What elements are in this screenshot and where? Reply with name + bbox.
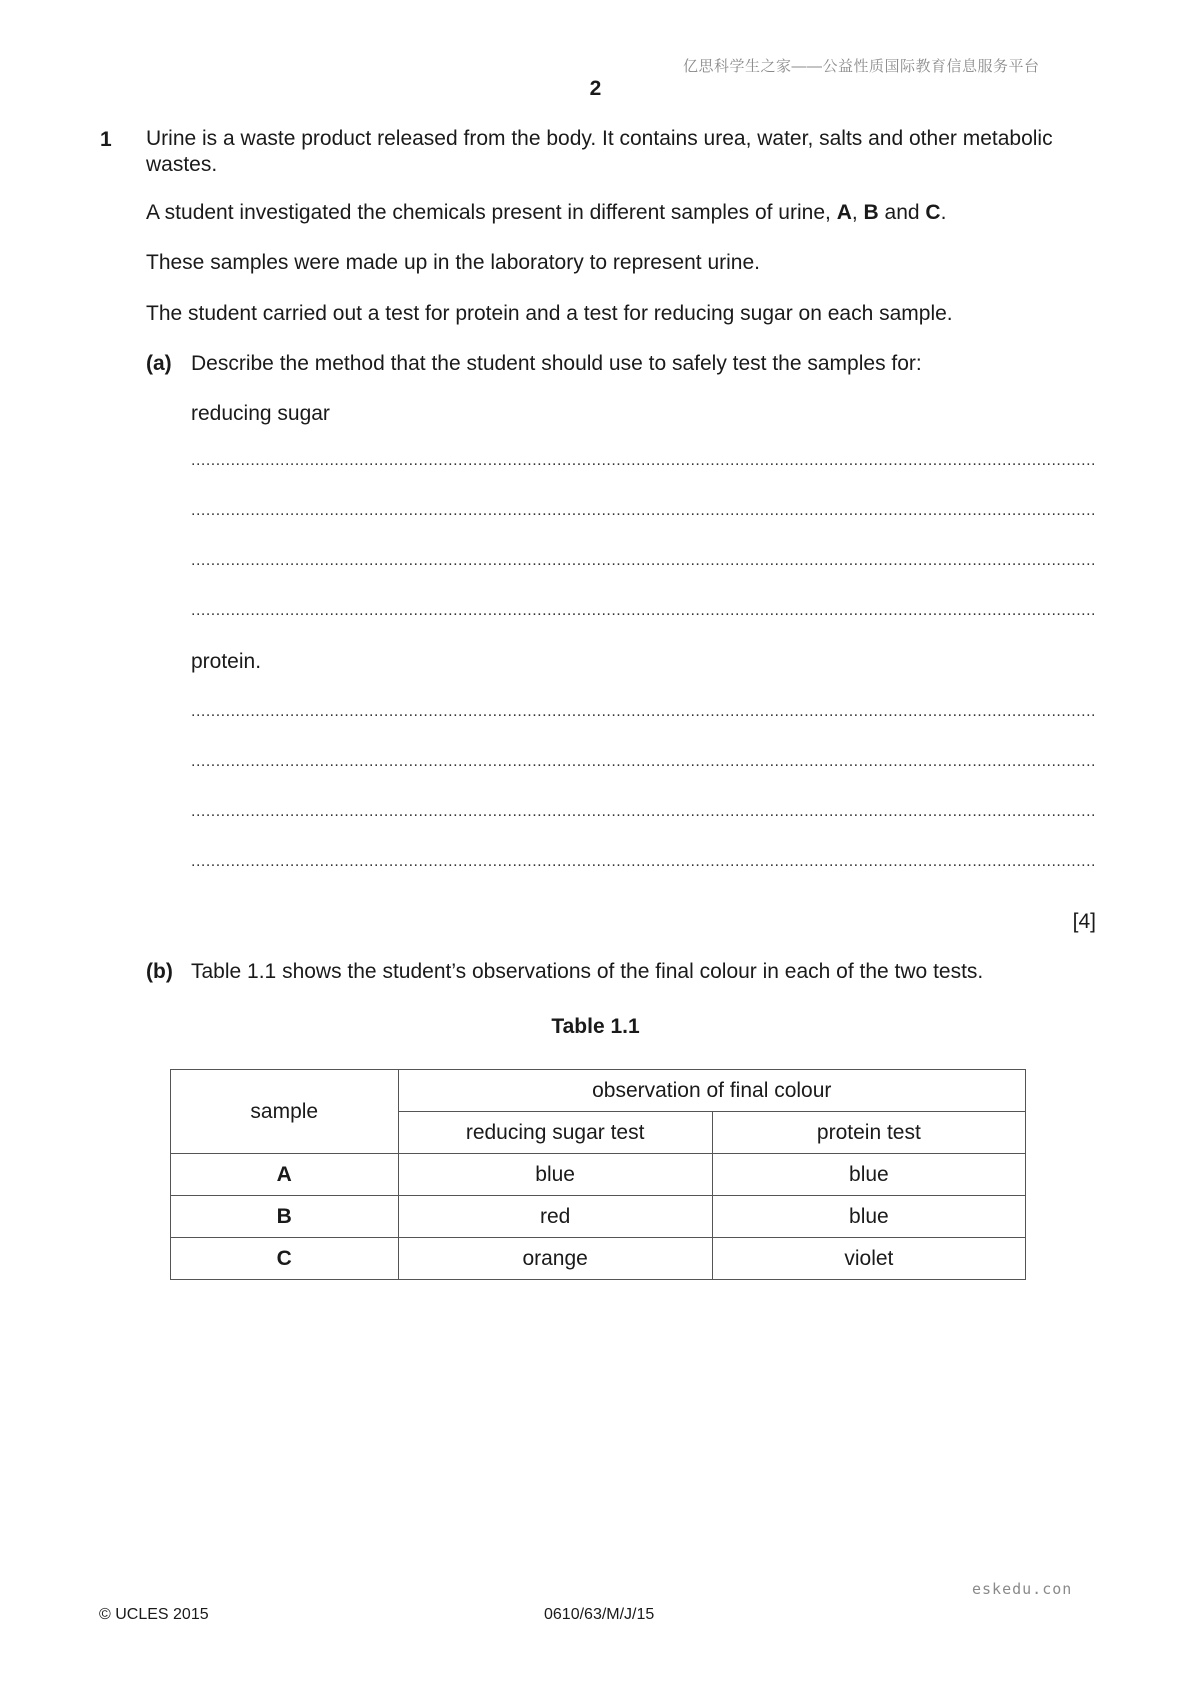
answer-line[interactable]: .......................................................................................................................................................................................: [191, 753, 1096, 770]
cell-sample: B: [171, 1196, 399, 1238]
marks-indicator: [4]: [1072, 910, 1096, 933]
footer-code: 0610/63/M/J/15: [544, 1606, 655, 1623]
footer-copyright: © UCLES 2015: [99, 1606, 209, 1623]
watermark-bottom: eskedu.con: [972, 1580, 1073, 1598]
question-line-samples: [146, 200, 1096, 226]
reducing-sugar-label: reducing sugar: [191, 402, 330, 425]
part-b-prompt: Table 1.1 shows the student’s observations of the final colour in each of the two tests.: [191, 960, 984, 983]
answer-line[interactable]: .......................................................................................................................................................................................: [191, 502, 1096, 519]
samples-text: A student investigated the chemicals present in different samples of urine,: [146, 201, 837, 224]
question-intro: Urine is a waste product released from the body. It contains urea, water, salts and other metabolic wastes.: [146, 127, 1053, 176]
table-row: [171, 1154, 1026, 1196]
header-sample: sample: [171, 1070, 399, 1154]
table-row: [171, 1196, 1026, 1238]
page-number: 2: [589, 77, 602, 100]
sample-c-label: C: [925, 201, 941, 224]
answer-line[interactable]: .......................................................................................................................................................................................: [191, 552, 1096, 569]
cell-protein: violet: [712, 1238, 1025, 1280]
answer-line[interactable]: .......................................................................................................................................................................................: [191, 602, 1096, 619]
protein-label: protein.: [191, 650, 262, 673]
cell-protein: blue: [712, 1154, 1025, 1196]
cell-reducing: orange: [398, 1238, 712, 1280]
question-line-tests: The student carried out a test for protein and a test for reducing sugar on each sample.: [146, 302, 953, 325]
question-number: 1: [100, 128, 112, 151]
cell-sample: C: [171, 1238, 399, 1280]
sample-b-label: B: [863, 201, 879, 224]
sample-a-label: A: [836, 201, 852, 224]
header-protein: protein test: [712, 1112, 1025, 1154]
part-a-label: (a): [146, 352, 172, 375]
observation-table: [170, 1069, 1026, 1280]
cell-reducing: red: [398, 1196, 712, 1238]
comma: ,: [851, 201, 864, 224]
cell-reducing: blue: [398, 1154, 712, 1196]
cell-protein: blue: [712, 1196, 1025, 1238]
answer-line[interactable]: .......................................................................................................................................................................................: [191, 803, 1096, 820]
answer-line[interactable]: .......................................................................................................................................................................................: [191, 703, 1096, 720]
table-caption: Table 1.1: [551, 1015, 640, 1038]
header-reducing-sugar: reducing sugar test: [398, 1112, 712, 1154]
and-word: and: [878, 201, 926, 224]
question-line-lab: These samples were made up in the laboratory to represent urine.: [146, 251, 760, 274]
table-row: [171, 1238, 1026, 1280]
answer-line[interactable]: .......................................................................................................................................................................................: [191, 452, 1096, 469]
cell-sample: A: [171, 1154, 399, 1196]
period: .: [940, 201, 947, 224]
part-a-prompt: Describe the method that the student should use to safely test the samples for:: [191, 352, 922, 375]
watermark-top: 亿思科学生之家——公益性质国际教育信息服务平台: [683, 58, 1040, 75]
answer-line[interactable]: .......................................................................................................................................................................................: [191, 853, 1096, 870]
header-observation: observation of final colour: [398, 1070, 1026, 1112]
part-b-label: (b): [146, 960, 173, 983]
table-header-row: [171, 1070, 1026, 1112]
